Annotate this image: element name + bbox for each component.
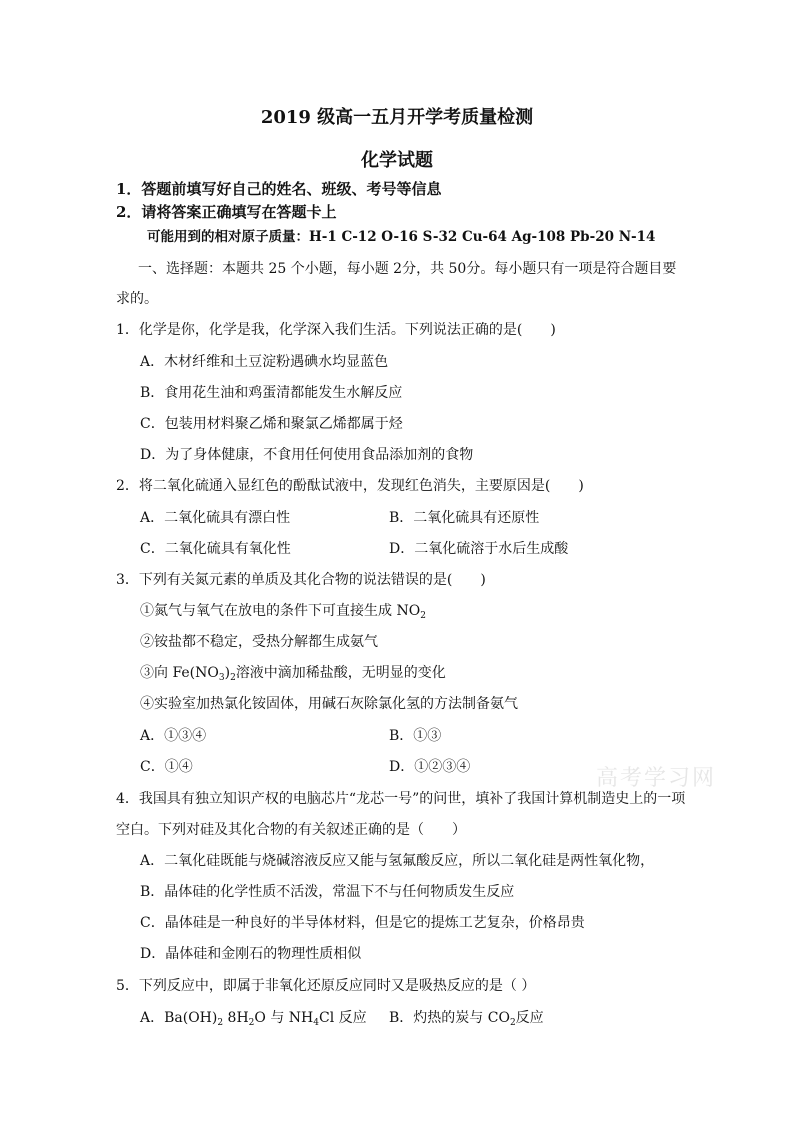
q1-option-b: B．食用花生油和鸡蛋清都能发生水解反应 — [140, 385, 403, 401]
q3-statement-3: ③向 $Fe(NO_3)_2$溶液中滴加稀盐酸，无明显的变化 — [140, 665, 446, 683]
q1-option-a: A．木材纤维和土豆淀粉遇碘水均显蓝色 — [140, 354, 389, 370]
q2-option-d: D．二氧化硫溶于水后生成酸 — [389, 541, 569, 557]
q3-statement-4: ④实验室加热氯化铵固体，用碱石灰除氯化氢的方法制备氨气 — [140, 696, 518, 712]
q2-option-b: B．二氧化硫具有还原性 — [389, 510, 540, 526]
q2-option-a: A．二氧化硫具有漂白性 — [140, 510, 291, 526]
subject-title: 化学试题 — [361, 150, 433, 171]
q2-stem: 2．将二氧化硫通入显红色的酚酞试液中，发现红色消失，主要原因是( ) — [116, 478, 584, 494]
exam-title: 2019 级高一五月开学考质量检测 — [260, 107, 534, 128]
section-heading: 一、选择题：本题共 25 个小题，每小题 2分，共 50分。每小题只有一项是符合题目要 — [138, 261, 677, 277]
q5-stem: 5．下列反应中，即属于非氧化还原反应同时又是吸热反应的是（ ） — [116, 978, 536, 994]
atomic-masses: 可能用到的相对原子质量：H-1 C-12 O-16 S-32 Cu-64 Ag-108 Pb-20 N-14 — [147, 229, 656, 245]
q4-option-c: C．晶体硅是一种良好的半导体材料，但是它的提炼工艺复杂，价格昂贵 — [140, 915, 585, 931]
q4-option-b: B．晶体硅的化学性质不活泼，常温下不与任何物质发生反应 — [140, 884, 515, 900]
instruction-1: 1．答题前填写好自己的姓名、班级、考号等信息 — [116, 180, 442, 198]
q3-stem: 3．下列有关氮元素的单质及其化合物的说法错误的是( ) — [116, 572, 486, 588]
q3-option-b: B．①③ — [389, 728, 442, 744]
section-heading-cont: 求的。 — [116, 291, 158, 307]
q4-option-d: D．晶体硅和金刚石的物理性质相似 — [140, 946, 362, 962]
q5-option-a: A．$Ba(OH)_2$ $8H_2O$ 与 $NH_4Cl$ 反应 — [140, 1010, 367, 1028]
q5-option-b: B．灼热的炭与 $CO_2$反应 — [389, 1010, 544, 1028]
q2-option-c: C．二氧化硫具有氧化性 — [140, 541, 291, 557]
q3-option-a: A．①③④ — [140, 728, 207, 744]
q1-stem: 1．化学是你，化学是我，化学深入我们生活。下列说法正确的是( ) — [116, 322, 556, 338]
watermark-text: 高考学习网 — [596, 766, 717, 791]
q4-stem-cont: 空白。下列对硅及其化合物的有关叙述正确的是（ ） — [116, 822, 466, 838]
q1-option-d: D．为了身体健康，不食用任何使用食品添加剂的食物 — [140, 447, 474, 463]
q4-stem: 4．我国具有独立知识产权的电脑芯片“龙芯一号”的问世，填补了我国计算机制造史上的一项 — [116, 791, 686, 807]
instruction-2: 2．请将答案正确填写在答题卡上 — [116, 203, 337, 221]
q3-statement-1: ①氮气与氧气在放电的条件下可直接生成 $NO_2$ — [140, 603, 426, 621]
q3-statement-2: ②铵盐都不稳定，受热分解都生成氨气 — [140, 634, 378, 650]
q4-option-a: A．二氧化硅既能与烧碱溶液反应又能与氢氟酸反应，所以二氧化硅是两性氧化物， — [140, 853, 655, 869]
q3-option-d: D．①②③④ — [389, 759, 471, 775]
q3-option-c: C．①④ — [140, 759, 193, 775]
q1-option-c: C．包装用材料聚乙烯和聚氯乙烯都属于烃 — [140, 416, 403, 432]
